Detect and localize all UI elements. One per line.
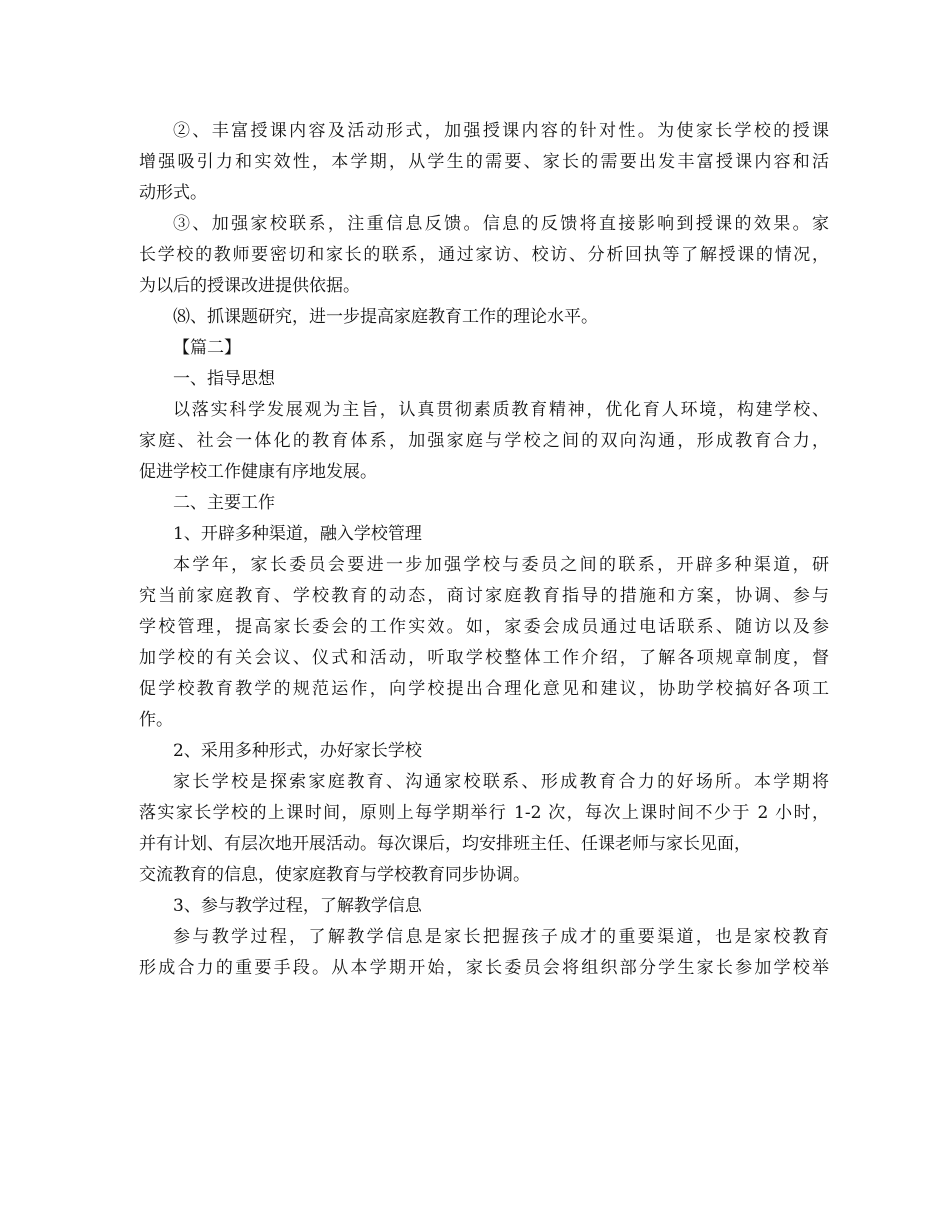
paragraph-line: 交流教育的信息，使家庭教育与学校教育同步协调。 xyxy=(139,865,530,885)
paragraph-line: 参与教学过程，了解教学信息是家长把握孩子成才的重要渠道，也是家校教育 xyxy=(173,927,829,947)
section-heading: 【篇二】 xyxy=(173,338,241,358)
paragraph-line: 为以后的授课改进提供依据。 xyxy=(139,276,360,296)
section-heading: 一、指导思想 xyxy=(173,369,275,389)
paragraph-line: 本学年，家长委员会要进一步加强学校与委员之间的联系，开辟多种渠道，研 xyxy=(173,555,829,575)
paragraph-line: 形成合力的重要手段。从本学期开始，家长委员会将组织部分学生家长参加学校举 xyxy=(139,958,829,978)
paragraph-line: 增强吸引力和实效性，本学期，从学生的需要、家长的需要出发丰富授课内容和活 xyxy=(139,152,829,172)
subsection-heading: 3、参与教学过程，了解教学信息 xyxy=(173,896,422,916)
subsection-heading: 2、采用多种形式，办好家长学校 xyxy=(173,741,422,761)
section-heading: 二、主要工作 xyxy=(173,493,275,513)
paragraph-line: 并有计划、有层次地开展活动。每次课后，均安排班主任、任课老师与家长见面， xyxy=(139,834,751,854)
paragraph-line: 长学校的教师要密切和家长的联系，通过家访、校访、分析回执等了解授课的情况， xyxy=(139,245,829,265)
paragraph-line: 作。 xyxy=(139,710,173,730)
paragraph-line: 加学校的有关会议、仪式和活动，听取学校整体工作介绍，了解各项规章制度，督 xyxy=(139,648,829,668)
paragraph-line: 动形式。 xyxy=(139,183,207,203)
paragraph-line: 促进学校工作健康有序地发展。 xyxy=(139,462,377,482)
subsection-heading: 1、开辟多种渠道，融入学校管理 xyxy=(173,524,422,544)
document-body xyxy=(139,116,829,984)
paragraph-line: 以落实科学发展观为主旨，认真贯彻素质教育精神，优化育人环境，构建学校、 xyxy=(173,400,829,420)
paragraph-line: 促学校教育教学的规范运作，向学校提出合理化意见和建议，协助学校搞好各项工 xyxy=(139,679,829,699)
paragraph-line: ③、加强家校联系，注重信息反馈。信息的反馈将直接影响到授课的效果。家 xyxy=(173,214,829,234)
paragraph-line: 究当前家庭教育、学校教育的动态，商讨家庭教育指导的措施和方案，协调、参与 xyxy=(139,586,829,606)
paragraph-line: 学校管理，提高家长委会的工作实效。如，家委会成员通过电话联系、随访以及参 xyxy=(139,617,829,637)
paragraph-line: ②、丰富授课内容及活动形式，加强授课内容的针对性。为使家长学校的授课 xyxy=(173,121,829,141)
paragraph-line: 家长学校是探索家庭教育、沟通家校联系、形成教育合力的好场所。本学期将 xyxy=(173,772,829,792)
paragraph-line: ⑻、抓课题研究，进一步提高家庭教育工作的理论水平。 xyxy=(173,307,598,327)
paragraph-line: 落实家长学校的上课时间，原则上每学期举行 1-2 次，每次上课时间不少于 2 小时， xyxy=(139,803,829,823)
paragraph-line: 家庭、社会一体化的教育体系，加强家庭与学校之间的双向沟通，形成教育合力， xyxy=(139,431,829,451)
